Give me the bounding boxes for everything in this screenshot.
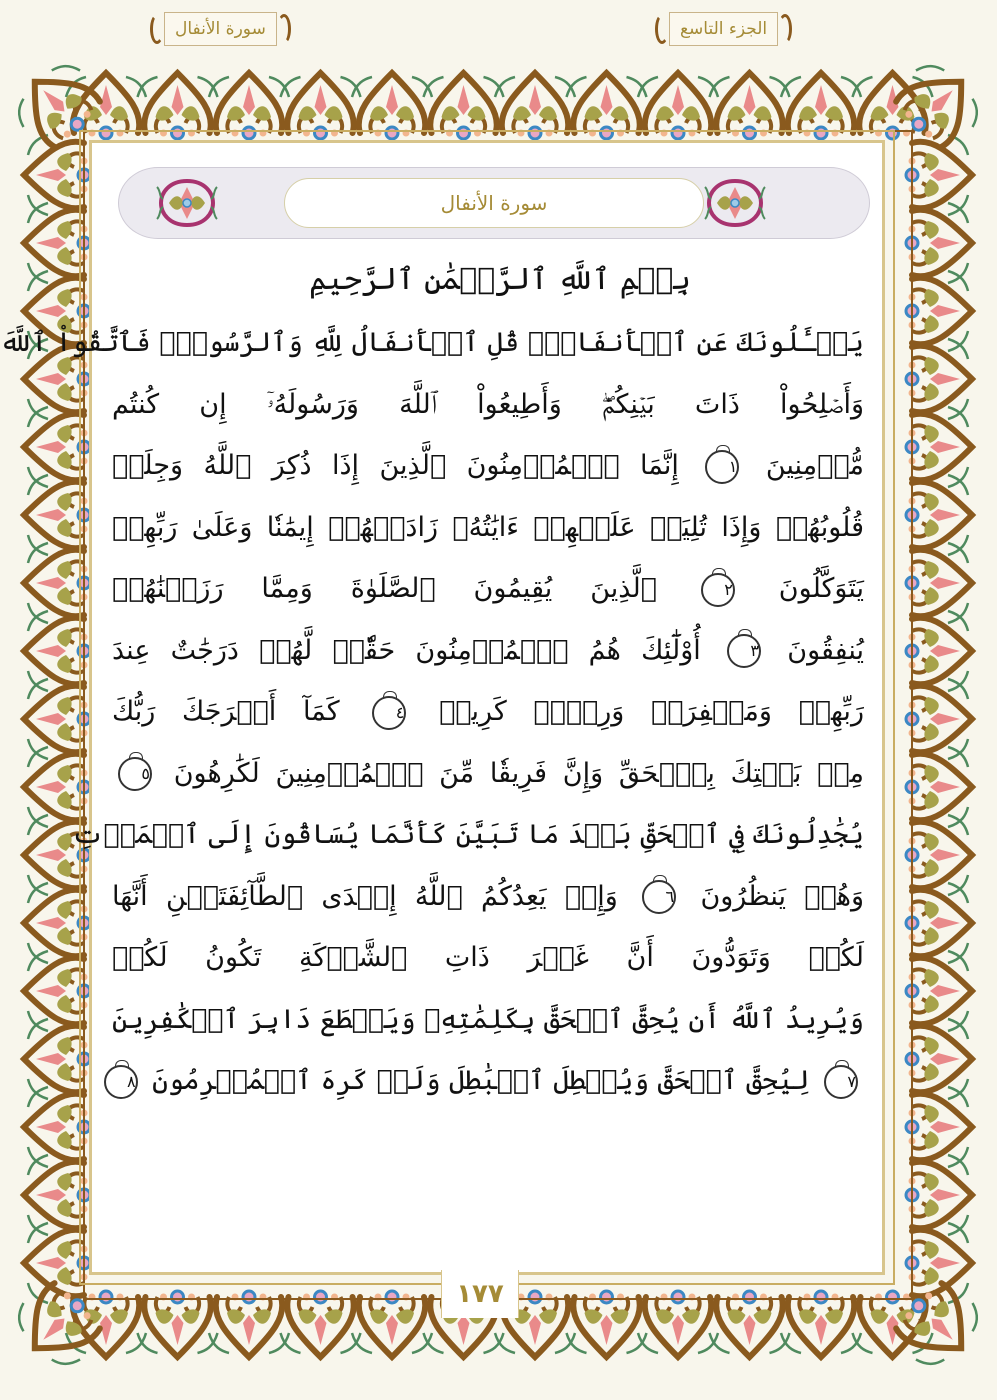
rosette-ornament-icon xyxy=(155,177,219,229)
arabesque-motif-icon xyxy=(906,475,972,555)
verse-text: يَتَوَكَّلُونَ xyxy=(778,573,864,604)
surah-title: سورة الأنفال xyxy=(284,178,704,228)
verse-text: وَأَصۡلِحُواْ ذَاتَ بَيۡنِكُمۡۖ وَأَطِيعُواْ ٱللَّهَ وَرَسُولَهُۥٓ إِن كُنتُم xyxy=(112,388,864,420)
header-bracket-right xyxy=(778,14,792,44)
verse-line xyxy=(71,804,864,866)
page-number: ١٧٧ xyxy=(441,1270,519,1318)
verse-line xyxy=(112,435,864,497)
arabesque-motif-icon xyxy=(906,747,972,827)
verse-text: وَيُرِيدُ ٱللَّهُ أَن يُحِقَّ ٱلۡحَقَّ بِكَلِمَٰتِهِۦ وَيَقۡطَعَ دَابِرَ ٱلۡكَٰفِرِينَ xyxy=(112,1003,864,1035)
arabesque-motif-icon xyxy=(906,1087,972,1167)
verse-text: يُجَٰدِلُونَكَ فِي ٱلۡحَقِّ بَعۡدَ مَا تَبَيَّنَ كَأَنَّمَا يُسَاقُونَ إِلَى ٱلۡمَوۡتِ xyxy=(71,819,864,850)
ayah-number-marker: ٢ xyxy=(701,573,735,607)
arabesque-motif-icon xyxy=(906,1019,972,1099)
arabesque-motif-icon xyxy=(638,1291,718,1357)
verse-line xyxy=(112,1050,864,1112)
verse-line xyxy=(112,743,864,805)
verse-line xyxy=(112,558,864,620)
arabesque-motif-icon xyxy=(906,679,972,759)
arabesque-motif-icon xyxy=(352,1291,432,1357)
arabesque-motif-icon xyxy=(906,407,972,487)
verse-line xyxy=(112,927,864,989)
header-juz-label: الجزء التاسع xyxy=(669,12,778,46)
header-bracket-right xyxy=(277,14,291,44)
arabesque-motif-icon xyxy=(886,54,989,157)
arabesque-motif-icon xyxy=(138,1291,218,1357)
arabesque-motif-icon xyxy=(281,1291,361,1357)
running-header-juz xyxy=(655,12,792,46)
verse-text: لَكُمۡ وَتَوَدُّونَ أَنَّ غَيۡرَ ذَاتِ ٱلشَّوۡكَةِ تَكُونُ لَكُمۡ xyxy=(112,942,864,973)
ayah-number-marker: ٦ xyxy=(642,880,676,914)
verse-line xyxy=(112,374,864,436)
header-bracket-left xyxy=(655,14,669,44)
ayah-number-marker: ٥ xyxy=(118,757,152,791)
verse-text: رَبِّهِمۡ وَمَغۡفِرَةٞ وَرِزۡقٞ كَرِيمٞ xyxy=(439,696,864,727)
verse-text: يَسۡـَٔلُونَكَ عَنِ ٱلۡأَنفَالِۖ قُلِ ٱلۡأَنفَالُ لِلَّهِ وَٱلرَّسُولِۖ فَٱتَّقُواْ ٱللَّهَ xyxy=(0,327,864,358)
arabesque-motif-icon xyxy=(906,883,972,963)
rosette-ornament-icon xyxy=(703,177,767,229)
arabesque-motif-icon xyxy=(567,1291,647,1357)
arabesque-motif-icon xyxy=(906,271,972,351)
arabesque-motif-icon xyxy=(906,543,972,623)
ayah-number-marker: ٣ xyxy=(727,634,761,668)
verse-text: إِنَّمَا ٱلۡمُؤۡمِنُونَ ٱلَّذِينَ إِذَا ذُكِرَ ٱللَّهُ وَجِلَتۡ xyxy=(112,450,679,481)
verse-text: مِنۢ بَيۡتِكَ بِٱلۡحَقِّ وَإِنَّ فَرِيقٗا مِّنَ ٱلۡمُؤۡمِنِينَ لَكَٰرِهُونَ xyxy=(173,757,864,789)
verse-text: لِيُحِقَّ ٱلۡحَقَّ وَيُبۡطِلَ ٱلۡبَٰطِلَ وَلَوۡ كَرِهَ ٱلۡمُجۡرِمُونَ xyxy=(152,1065,810,1096)
verse-line xyxy=(112,866,864,928)
ayah-number-marker: ٨ xyxy=(104,1065,138,1099)
ayah-number-marker: ٧ xyxy=(824,1065,858,1099)
arabesque-motif-icon xyxy=(906,815,972,895)
ayah-number-marker: ٤ xyxy=(372,696,406,730)
verse-line xyxy=(112,497,864,559)
header-surah-label: سورة الأنفال xyxy=(164,12,277,46)
arabesque-motif-icon xyxy=(906,339,972,419)
verse-text: يُنفِقُونَ xyxy=(787,634,864,666)
arabesque-motif-icon xyxy=(781,1291,861,1357)
verse-text: وَهُمۡ يَنظُرُونَ xyxy=(700,880,864,912)
arabesque-motif-icon xyxy=(906,1223,972,1303)
verse-line xyxy=(112,989,864,1051)
arabesque-motif-icon xyxy=(710,1291,790,1357)
arabesque-motif-icon xyxy=(906,951,972,1031)
ayah-number-marker: ١ xyxy=(705,450,739,484)
verse-line xyxy=(112,620,864,682)
verse-text: كَمَآ أَخۡرَجَكَ رَبُّكَ xyxy=(112,696,340,727)
verse-text: مُّؤۡمِنِينَ xyxy=(765,450,864,481)
arabesque-motif-icon xyxy=(209,1291,289,1357)
verse-line xyxy=(0,312,864,374)
verse-text: أُوْلَٰٓئِكَ هُمُ ٱلۡمُؤۡمِنُونَ حَقّٗاۚ لَّهُمۡ دَرَجَٰتٌ عِندَ xyxy=(112,634,701,666)
running-header-surah xyxy=(150,12,291,46)
verse-text: ٱلَّذِينَ يُقِيمُونَ ٱلصَّلَوٰةَ وَمِمَّا رَزَقۡنَٰهُمۡ xyxy=(112,573,657,604)
basmala: بِسۡمِ ٱللَّهِ ٱلرَّحۡمَٰنِ ٱلرَّحِيمِ xyxy=(309,262,691,297)
verse-text-block xyxy=(0,312,864,1112)
arabesque-motif-icon xyxy=(906,203,972,283)
verse-text: وَإِذۡ يَعِدُكُمُ ٱللَّهُ إِحۡدَى ٱلطَّآئِفَتَيۡنِ أَنَّهَا xyxy=(112,880,618,912)
header-bracket-left xyxy=(150,14,164,44)
arabesque-motif-icon xyxy=(906,1155,972,1235)
verse-line xyxy=(112,681,864,743)
verse-text: قُلُوبُهُمۡ وَإِذَا تُلِيَتۡ عَلَيۡهِمۡ ءَايَٰتُهُۥ زَادَتۡهُمۡ إِيمَٰنٗا وَعَلَىٰ رَبِّهِمۡ xyxy=(112,511,864,543)
arabesque-motif-icon xyxy=(906,611,972,691)
